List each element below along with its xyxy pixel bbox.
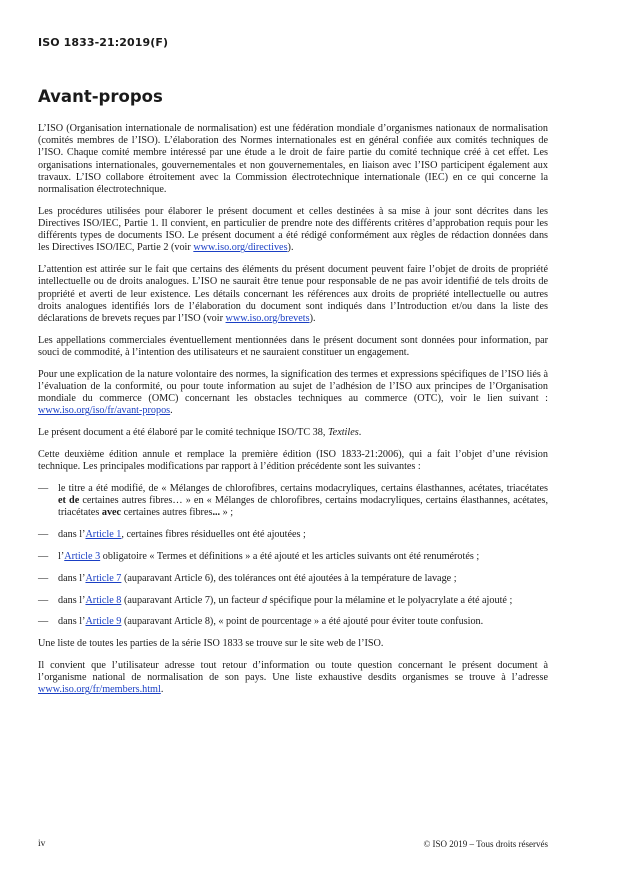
paragraph-edition: Cette deuxième édition annule et remplace la première édition (ISO 1833-21:2006), qui a fait l’objet d’une révision technique. Les principales modifications par rapport à l’édition précédente sont les suivantes :: [38, 449, 548, 473]
paragraph-procedures: [38, 206, 548, 255]
dash-marker: —: [38, 529, 49, 541]
brevets-link[interactable]: www.iso.org/brevets: [225, 313, 310, 325]
dash-marker: —: [38, 551, 49, 563]
list-item: [38, 595, 548, 607]
list-item-text: dans l’Article 1, certaines fibres résiduelles ont été ajoutées ;: [58, 529, 306, 541]
paragraph-patents: [38, 264, 548, 325]
dash-marker: —: [38, 483, 49, 495]
article-9-link[interactable]: Article 9: [85, 616, 122, 628]
paragraph-trade-names: Les appellations commerciales éventuellement mentionnées dans le présent document sont données pour information, par souci de commodité, à l’intention des utilisateurs et ne sauraient constituer un engagement.: [38, 334, 548, 359]
paragraph-text: .: [358, 427, 362, 439]
article-3-link[interactable]: Article 3: [64, 551, 101, 563]
paragraph-committee: [38, 427, 548, 439]
list-item-text: dans l’Article 7 (auparavant Article 6), des tolérances ont été ajoutées à la température de lavage ;: [58, 572, 457, 584]
list-item: [38, 616, 548, 628]
list-item: [38, 483, 548, 520]
paragraph-text: Les procédures utilisées pour élaborer le présent document et celles destinées à sa mise à jour sont décrites dans les Directives ISO/IEC, Partie 1. Il convient, en particulier de prendre note des différents critères d’approbation requis pour les différents types de documents ISO. Le présent document a été rédigé conformément aux règles de rédaction données dans les Directives ISO/IEC, Partie 2 (voir: [38, 205, 548, 254]
document-identifier: ISO 1833-21:2019(F): [38, 36, 169, 49]
paragraph-feedback: [38, 660, 548, 697]
article-8-link[interactable]: Article 8: [85, 594, 122, 606]
members-link[interactable]: www.iso.org/fr/members.html: [38, 684, 161, 696]
paragraph-iso-intro: L’ISO (Organisation internationale de normalisation) est une fédération mondiale d’organismes nationaux de normalisation (comités membres de l’ISO). L’élaboration des Normes internationales est en général confiée aux comités techniques de l’ISO. Chaque comité membre intéressé par une étude a le droit de faire partie du comité technique créé à cet effet. Les organisations internationales, gouvernementales et non gouvernementales, en liaison avec l’ISO participent également aux travaux. L’ISO collabore étroitement avec la Commission électrotechnique internationale (IEC) en ce qui concerne la normalisation électrotechnique.: [38, 123, 548, 196]
list-item: [38, 573, 548, 585]
directives-link[interactable]: www.iso.org/directives: [193, 242, 288, 254]
list-item-text: dans l’Article 9 (auparavant Article 8), « point de pourcentage » a été ajouté pour éviter toute confusion.: [58, 616, 484, 628]
paragraph-text: ).: [287, 242, 294, 254]
list-item-text: l’Article 3 obligatoire « Termes et définitions » a été ajouté et les articles suivants ont été renumérotés ;: [58, 551, 480, 563]
list-item-text: dans l’Article 8 (auparavant Article 7), un facteur d spécifique pour la mélamine et le polyacrylate a été ajouté ;: [58, 594, 513, 606]
copyright-notice: © ISO 2019 – Tous droits réservés: [423, 839, 548, 849]
paragraph-text: .: [170, 405, 173, 417]
paragraph-text: L’attention est attirée sur le fait que certains des éléments du présent document peuvent faire l’objet de droits de propriété intellectuelle ou de droits analogues. L’ISO ne saurait être tenue pour responsable de ne pas avoir identifié de tels droits de propriété et averti de leur existence. Les détails concernant les références aux droits de propriété intellectuelle ou autres droits analogues identifiés lors de l’élaboration du document sont indiqués dans l’Introduction et/ou dans la liste des déclarations de brevets reçues par l’ISO (voir: [38, 264, 548, 325]
committee-name: Textiles: [327, 427, 359, 439]
paragraph-text: Pour une explication de la nature volontaire des normes, la signification des termes et expressions spécifiques de l’ISO liés à l’évaluation de la conformité, ou pour toute information au sujet de l’adhésion de l’ISO aux principes de l’Organisation mondiale du commerce (OMC) concernant les obstacles techniques au commerce (OTC), voir le lien suivant :: [38, 368, 548, 405]
list-item-text: le titre a été modifié, de « Mélanges de chlorofibres, certains modacryliques, certains élasthannes, acétates, triacétates et de certaines autres fibres… » en « Mélanges de chlorofibres, certains modacryliques, certains élasthannes, acétates, triacétates avec certaines autres fibres... » ;: [58, 483, 548, 519]
avant-propos-link[interactable]: www.iso.org/iso/fr/avant-propos: [38, 405, 171, 417]
paragraph-text: ).: [309, 313, 316, 325]
dash-marker: —: [38, 572, 49, 584]
paragraph-voluntary-nature: [38, 369, 548, 418]
paragraph-series-list: Une liste de toutes les parties de la série ISO 1833 se trouve sur le site web de l’ISO.: [38, 638, 384, 650]
paragraph-text: Il convient que l’utilisateur adresse tout retour d’information ou toute question concernant le présent document à l’organisme national de normalisation de son pays. Une liste exhaustive desdits organismes se trouve à l’adresse: [38, 660, 548, 684]
article-1-link[interactable]: Article 1: [85, 529, 122, 541]
paragraph-text: Le présent document a été élaboré par le comité technique ISO/TC 38,: [38, 427, 328, 439]
document-body: [38, 123, 548, 706]
page-title: Avant-propos: [38, 87, 163, 106]
dash-marker: —: [38, 594, 49, 606]
dash-marker: —: [38, 616, 49, 628]
list-item: [38, 529, 548, 541]
paragraph-text: .: [160, 684, 164, 696]
page-number: iv: [38, 839, 46, 849]
article-7-link[interactable]: Article 7: [85, 572, 122, 584]
list-item: [38, 551, 548, 563]
